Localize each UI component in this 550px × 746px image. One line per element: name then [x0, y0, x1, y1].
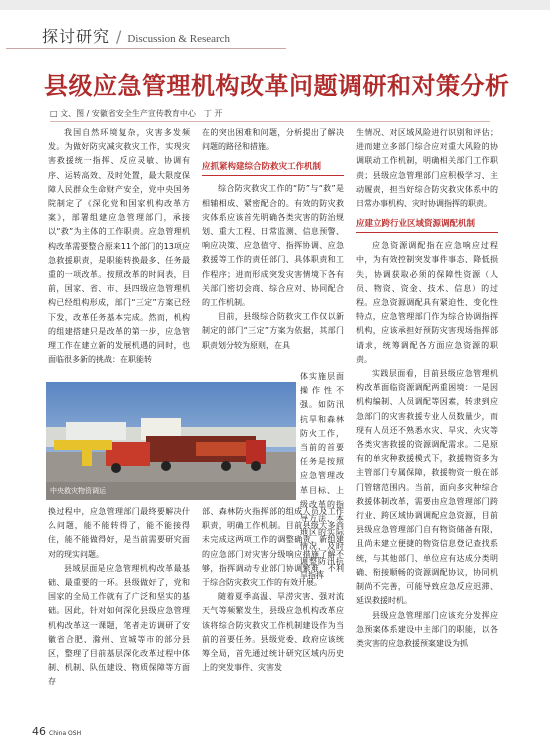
paragraph: 综合防灾救灾工作的“防”与“救”是相辅相成、紧密配合的。有效的防灾救灾体系应该首先明确各类灾害的防治规划、重大工程、日常监测、信息预警、响应决策、应急值守、指挥协调、应急救援等工作的责任部门、具体职责和工作程序；进而形成突发灾害情境下各有关部门密切会商、综合应对、协同配合的工作机制。: [202, 184, 344, 308]
column-2-bottom: [202, 505, 344, 675]
section-title-en: Discussion & Research: [127, 33, 231, 45]
column-1-bottom: [48, 505, 190, 690]
column-3: [356, 126, 498, 718]
paragraph: 实践层面看，目前县级应急管理机构改革面临资源调配两重困境：一是因机构编制、人员调配等因素，转隶到应急部门的灾害救援专业人员数量少，而现有人员还不熟悉水灾、旱灾、火灾等各类灾害救援的资源调配需求。二是原有的单灾种救援模式下，救援物资多为主管部门专属保障，救援物资一般在部门管辖范围内。当前，面向多灾种综合救援体制改革，需要由应急管理部门跨行业、跨区域协调调配应急资源，目前县级应急管理部门自有物资储备有限，且尚未建立便捷的物资信息登记查找系统，与其他部门、单位应有达成分类明确、衔接顺畅的资源调配协议，协同机制尚不完善，可能导致应急反应迟滞、延误救援时机。: [356, 369, 498, 606]
paragraph: 目前，县级综合防救灾工作仅以新制定的部门“三定”方案为依据，其部门职责划分较为原则，在具: [202, 312, 344, 350]
paragraph: 换过程中，应急管理部门最终要解决什么问题，能不能转得了，能不能接得住，能不能做得好，是当前需要研究面对的现实问题。: [48, 507, 190, 559]
paragraph: 县级应急管理部门应该充分发挥应急预案体系建设中主部门的职能，以各类灾害的应急救援预案建设为抓: [356, 610, 498, 648]
paragraph: 生情况、对区域风险进行识别和评估；进而建立多部门综合应对重大风险的协调联动工作机制，明确相关部门工作职责；县级应急管理部门应积极学习、主动履责，担当好综合防灾救灾体系中的日常办事机构、灾时协调指挥的职责。: [356, 128, 498, 209]
paragraph: 部、森林防火指挥部的组成人员及工作职责，明确工作机制。目前县级大多尚未完成这两项工作的调整确责，新组建的应急部门对灾害分级响应措施了解不够，指挥调动专业部门协调繁难，不利于综合防灾救灾工作的有效开展。: [202, 507, 344, 588]
section-heading: 应建立跨行业区域资源调配机制: [356, 217, 498, 233]
paragraph: 体实施层面操作性不强。如防汛抗旱和森林防火工作，当前的首要任务是按照应急管理改革目标、上级改革的指导方法、本地区的实际情况，及时调整防汛抗旱指挥: [300, 372, 344, 580]
byline-rule: [50, 121, 490, 122]
photo-caption: 中央救灾物资调运: [50, 487, 106, 495]
column-2-top: [202, 126, 344, 353]
page-footer: [32, 725, 81, 738]
column-1-top: [48, 126, 190, 376]
section-title-cn: 探讨研究: [42, 27, 111, 46]
byline-source: □ 文、图 / 安徽省安全生产宣传教育中心: [50, 109, 196, 118]
article-title: 县级应急管理机构改革问题调研和对策分析: [44, 72, 510, 100]
top-bar: [0, 0, 550, 10]
section-heading: 应抓紧构建综合防救灾工作机制: [202, 160, 344, 176]
header-rule: [6, 48, 286, 49]
paragraph: 应急资源调配指在应急响应过程中，为有效控制突发事件事态、降低损失，协调获取必须的保障性资源（人员、物资、资金、技术、信息）的过程。应急资源调配具有紧迫性、变化性特点，应急管理部门作为综合协调指挥机构，应该承担好预防灾害现场指挥部请求，统筹调配各方面应急资源的职责。: [356, 241, 498, 364]
byline-author: 丁 开: [203, 109, 223, 118]
slash-divider: /: [116, 27, 122, 46]
paragraph: 在的突出困难和问题，分析提出了解决问题的路径和措施。: [202, 128, 344, 152]
article-photo: [46, 382, 296, 500]
byline: [50, 108, 222, 119]
page-number: 46: [32, 725, 46, 738]
paragraph: 随着夏季高温、旱涝灾害、强对流天气等频繁发生，县级应急机构改革应该将综合防灾救灾工作机制建设作为当前的首要任务。县级党委、政府应该统筹全局，首先通过统计研究区域内历史上的突发事件、灾害发: [202, 592, 344, 673]
truck-photo-illustration: [46, 382, 296, 500]
paragraph: 我国自然环境复杂，灾害多发频发。为做好防灾减灾救灾工作，实现灾害救援统一指挥、反应灵敏、协调有序、运转高效、及时处置，最大限度保障人民群众生命财产安全，党中央国务院制定了《深化党和国家机构改革方案》，部署组建应急管理部门，承接以“救”为主体的工作职责。应急管理机构改革需要整合原来11个部门的13项应急救援职责，是职能转换最多、任务最重的一项改革。按照改革的时间表，目前，国家、省、市、县四级应急管理机构已经组构形成，部门“三定”方案已经下发，改革任务基本完成。然而，机构的组建搭建只是改革的第一步，应急管理工作在建立新的发展机遇的同时，也面临很多新的挑战：在职能转: [48, 128, 190, 365]
magazine-name: China OSH: [49, 730, 82, 737]
paragraph: 县域层面是应急管理机构改革最基础、最重要的一环。县级做好了，党和国家的全局工作就有了广泛和坚实的基础。因此，针对如何深化县级应急管理机构改革这一课题，笔者走访调研了安徽省合肥、滁州、宣城等市的部分县区，整理了目前基层深化改革过程中体制、机制、队伍建设、物质保障等方面存: [48, 563, 190, 687]
